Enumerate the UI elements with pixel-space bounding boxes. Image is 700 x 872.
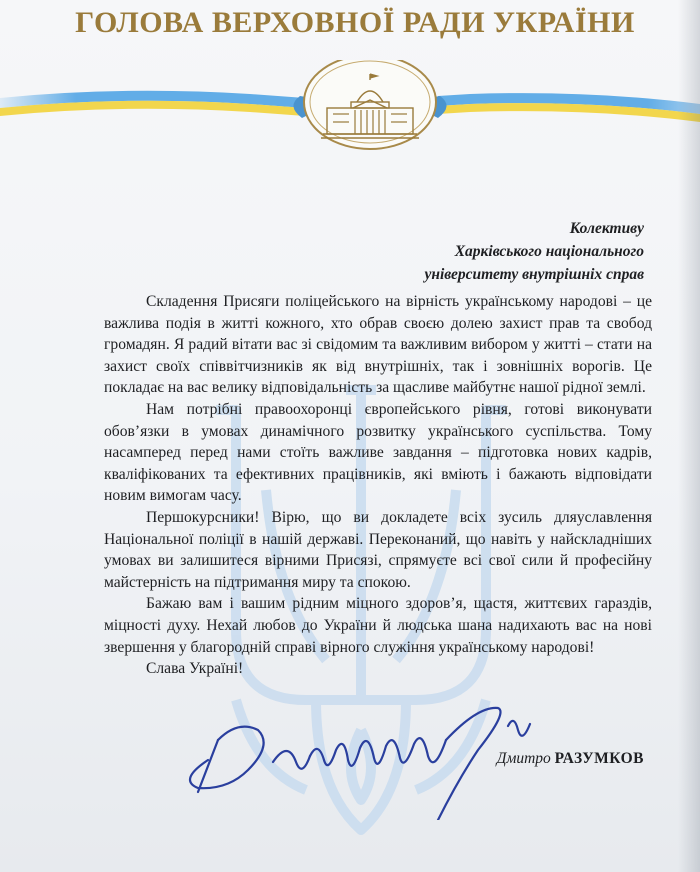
addressee-line: Харківського національного <box>454 243 644 260</box>
letterhead-title: ГОЛОВА ВЕРХОВНОЇ РАДИ УКРАЇНИ <box>75 6 635 39</box>
letter-body <box>104 291 652 680</box>
parliament-building-icon <box>315 72 425 142</box>
body-paragraph: Складення Присяги поліцейського на вірність українському народові – це важлива подія в житті кожного, хто обрав своєю долею захист прав та свобод громадян. Я радий вітати вас зі свідомим та важливим вибором у житті – стати на захист своїх співвітчизників як від внутрішніх, так і зовнішніх ворогів. Це покладає на вас велику відповідальність за щасливе майбутнє нашої рідної землі. <box>104 293 652 397</box>
addressee-line: Колективу <box>569 220 644 237</box>
signer-name <box>497 750 644 768</box>
signer-given-name: Дмитро <box>496 750 551 767</box>
addressee-block <box>314 217 644 286</box>
closing-line: Слава Україні! <box>146 660 244 678</box>
body-paragraph: Бажаю вам і вашим рідним міцного здоров’я, щастя, життєвих гараздів, міцності духу. Нехай любов до України й людська шана надихають вас на нові звершення у благородній справі вірного служіння українському народові! <box>104 595 652 656</box>
page-edge-shadow <box>678 0 700 872</box>
addressee-line: університету внутрішніх справ <box>424 266 644 283</box>
signer-family-name: РАЗУМКОВ <box>554 750 644 767</box>
body-paragraph: Першокурсники! Вірю, що ви докладете всіх зусиль дляуславлення Національної поліції в нашій державі. Переконаний, що навіть у найскладніших умовах ви залишитеся вірними Присязі, спрямуєте всі свої сили й професійну майстерність на підтримання миру та спокою. <box>104 508 652 591</box>
body-paragraph: Нам потрібні правоохоронці європейського рівня, готові виконувати обов’язки в умовах динамічного розвитку українського суспільства. Тому насамперед перед нами стоїть важливе завдання – підготовка нових кадрів, кваліфікованих та ефективних працівників, які вміють і бажають відповідати новим вимогам часу. <box>104 400 652 505</box>
